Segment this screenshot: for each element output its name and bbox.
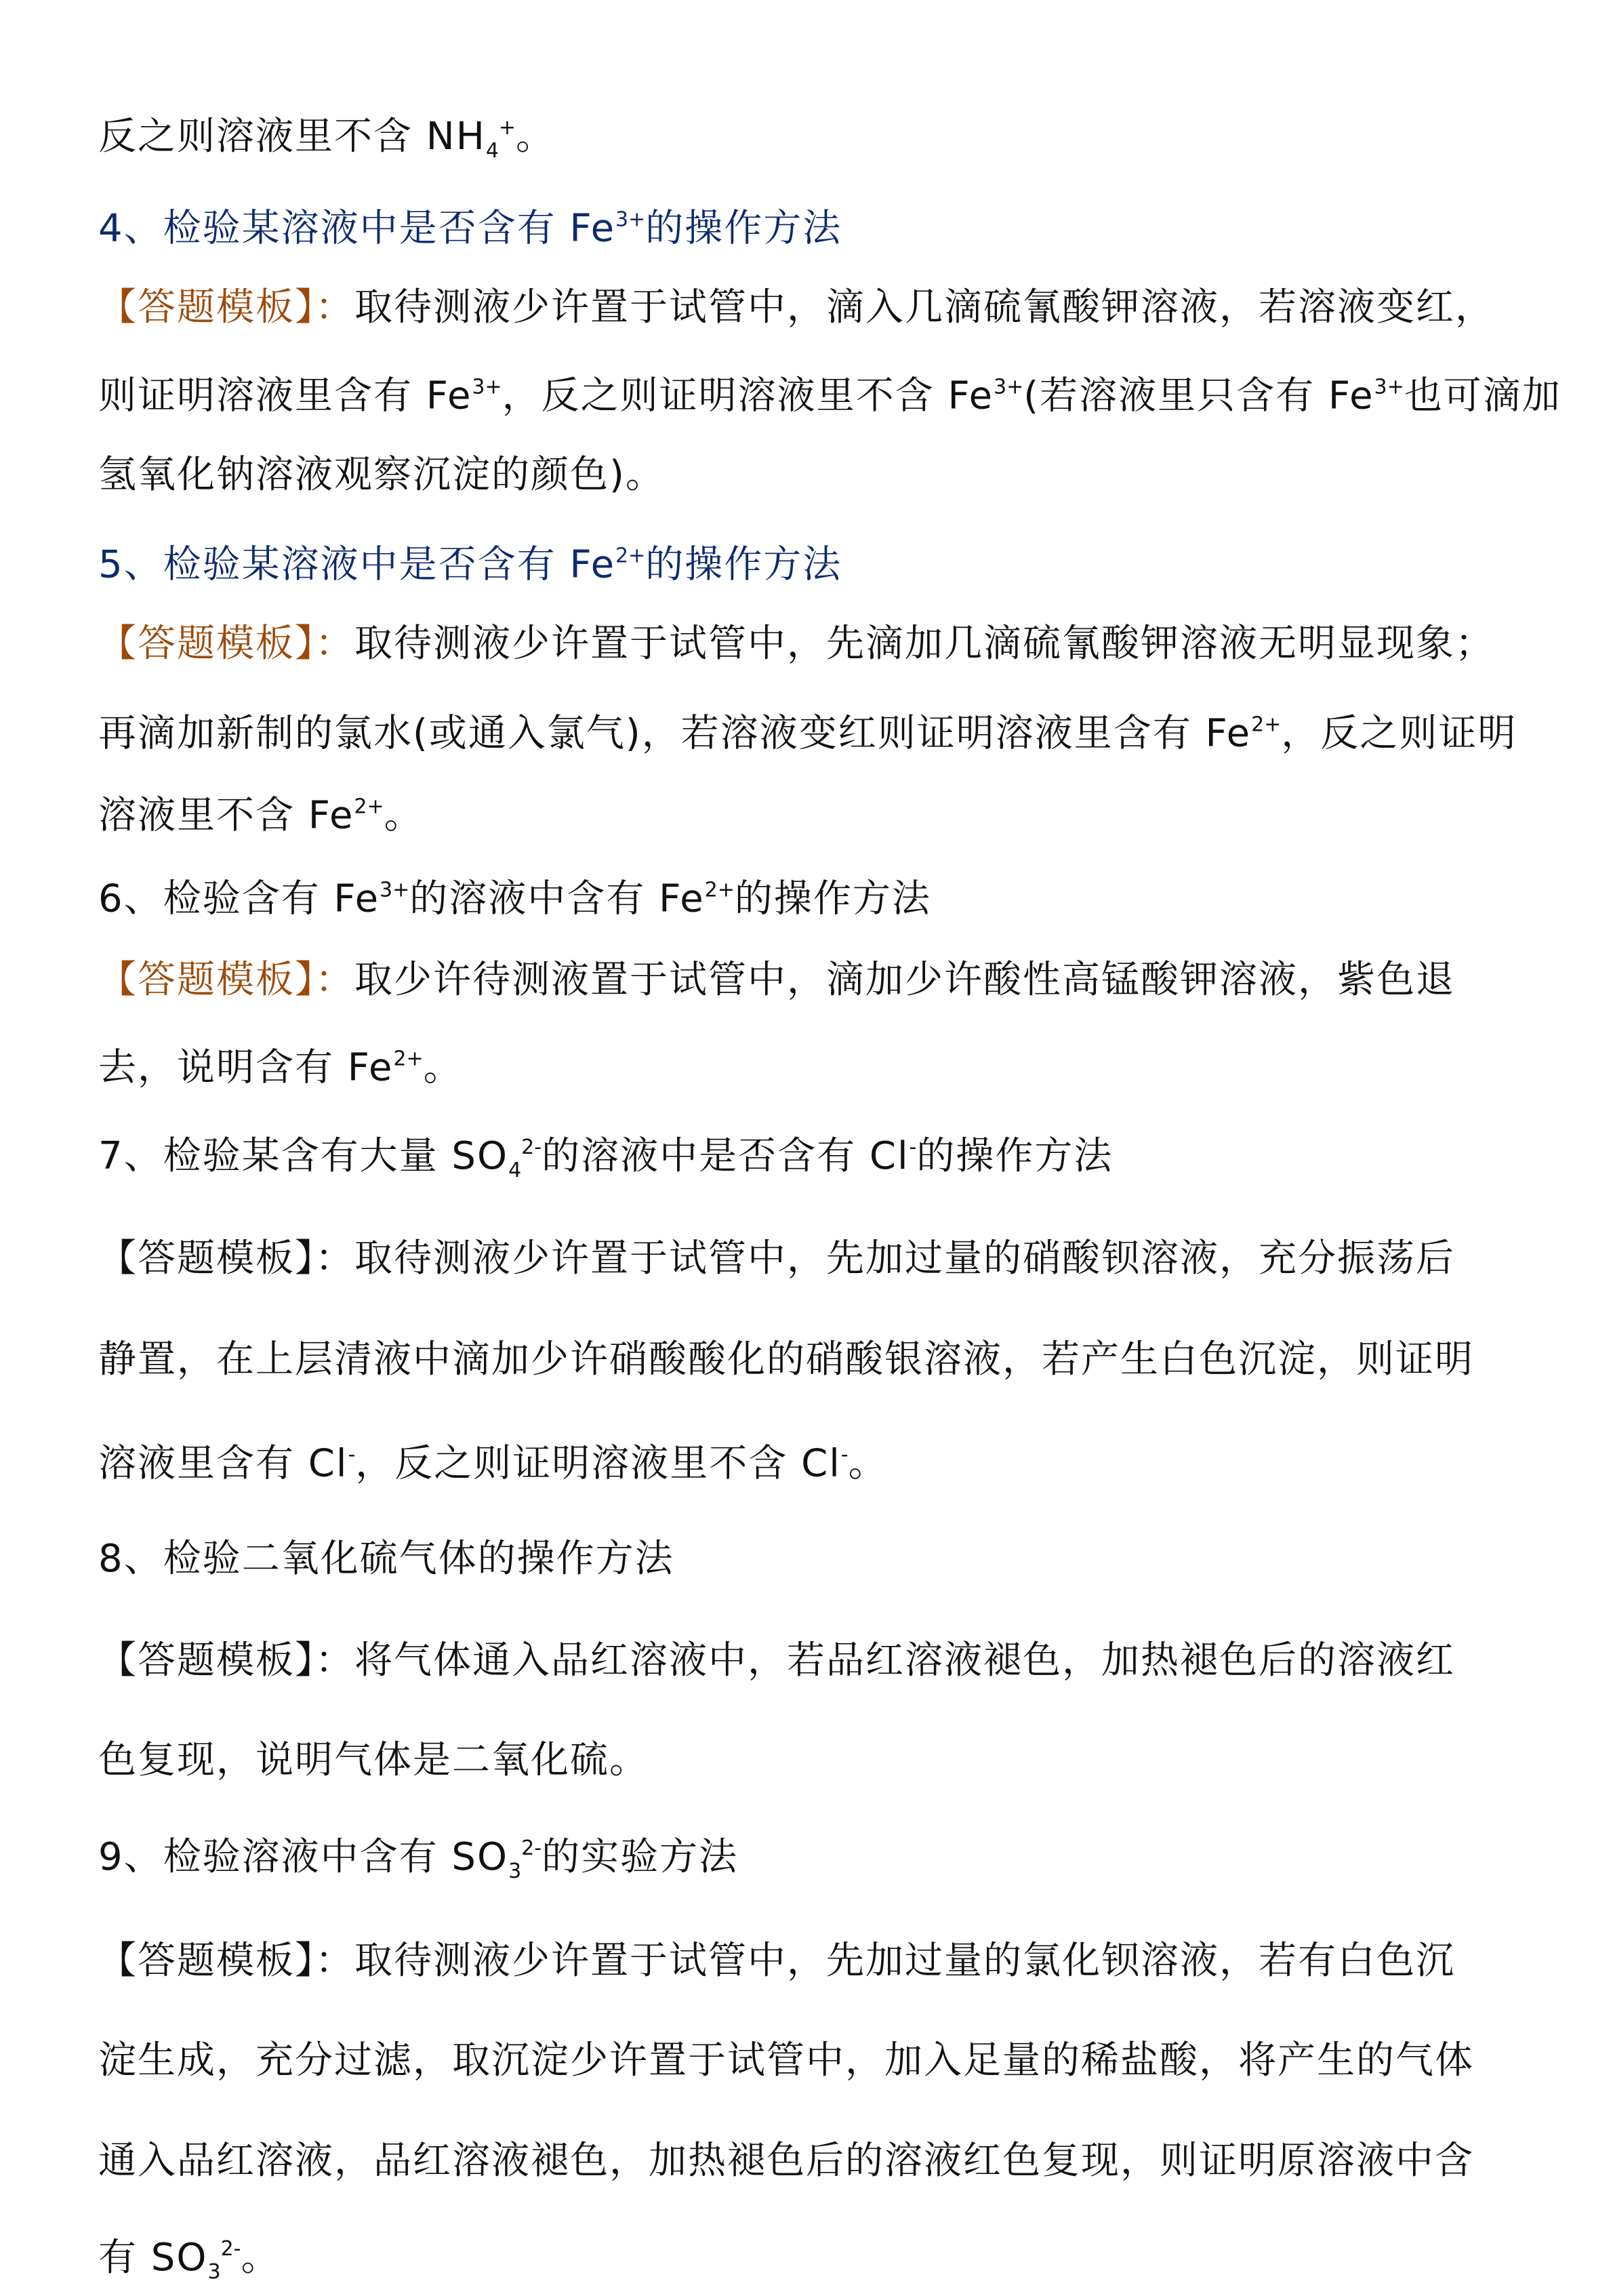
text-segment: 去，说明含有 Fe: [98, 1045, 394, 1090]
text-segment: 的操作方法: [916, 1134, 1114, 1178]
subscript: 3: [207, 2260, 221, 2284]
text-line: [98, 1737, 649, 1784]
text-segment: 7、检验某含有大量 SO: [98, 1134, 509, 1178]
text-line: [98, 1432, 888, 1488]
text-line: [98, 1036, 463, 1092]
superscript: 3+: [615, 207, 646, 232]
superscript: -: [348, 1443, 356, 1467]
text-segment: 的操作方法: [734, 877, 931, 921]
subscript: 4: [508, 1159, 522, 1182]
text-segment: ，反之则证明溶液里不含 Cl: [355, 1441, 841, 1486]
superscript: 3+: [994, 375, 1024, 399]
section-heading-text: 的操作方法: [645, 542, 842, 587]
text-line: [98, 197, 842, 253]
answer-template-tag: 【答题模板】：: [98, 285, 354, 329]
subscript: 4: [485, 139, 499, 163]
text-line: [98, 1336, 1474, 1384]
answer-template-tag: 【答题模板】：: [98, 958, 354, 1002]
text-segment: 【答题模板】：取待测液少许置于试管中，先加过量的氯化钡溶液，若有白色沉: [98, 1939, 1455, 1983]
text-line: [98, 2225, 280, 2296]
superscript: 3+: [472, 375, 502, 399]
superscript: +: [498, 116, 516, 140]
text-line: [98, 867, 931, 923]
section-heading-text: 4、检验某溶液中是否含有 Fe: [98, 206, 616, 251]
text-line: [98, 364, 1561, 420]
superscript: -: [909, 1135, 917, 1159]
subscript: 3: [508, 1859, 522, 1883]
text-line: [98, 1937, 1455, 1985]
text-segment: 9、检验溶液中含有 SO: [98, 1835, 509, 1879]
text-segment: 6、检验含有 Fe: [98, 877, 380, 921]
text-segment: 有 SO: [98, 2236, 208, 2280]
superscript: 2+: [615, 544, 646, 568]
superscript: 2-: [521, 1836, 542, 1860]
superscript: 2+: [393, 1047, 424, 1071]
text-segment: 的实验方法: [542, 1835, 739, 1879]
section-heading-text: 5、检验某溶液中是否含有 Fe: [98, 542, 616, 587]
text-line: [98, 1235, 1455, 1283]
text-segment: 取待测液少许置于试管中，先滴加几滴硫氰酸钾溶液无明显现象；: [354, 622, 1494, 666]
text-line: [98, 451, 665, 499]
text-line: [98, 620, 1494, 668]
text-line: [98, 1637, 1455, 1685]
text-segment: 8、检验二氧化硫气体的操作方法: [98, 1537, 674, 1581]
superscript: 2-: [220, 2237, 241, 2261]
text-segment: ，反之则证明溶液里不含 Fe: [502, 374, 994, 418]
superscript: 2-: [521, 1135, 542, 1159]
section-heading-text: 的操作方法: [645, 206, 842, 251]
text-segment: 则证明溶液里含有 Fe: [98, 374, 472, 418]
text-segment: 的溶液中含有 Fe: [409, 877, 705, 921]
text-line: [98, 1124, 1113, 1194]
text-line: [98, 2037, 1474, 2084]
text-segment: 的溶液中是否含有 Cl: [542, 1134, 910, 1178]
text-segment: 静置，在上层清液中滴加少许硝酸酸化的硝酸银溶液，若产生白色沉淀，则证明: [98, 1337, 1474, 1382]
text-segment: 。: [384, 793, 424, 838]
text-line: [98, 533, 842, 589]
text-line: [98, 104, 555, 175]
text-line: [98, 784, 424, 840]
superscript: 2+: [354, 794, 384, 819]
text-segment: 。: [241, 2236, 281, 2280]
text-segment: 再滴加新制的氯水(或通入氯气)，若溶液变红则证明溶液里含有 Fe: [98, 711, 1252, 756]
text-segment: 取待测液少许置于试管中，滴入几滴硫氰酸钾溶液，若溶液变红，: [354, 285, 1494, 329]
text-segment: 反之则溶液里不含 NH: [98, 115, 486, 159]
text-segment: 。: [848, 1441, 888, 1486]
text-line: [98, 2137, 1474, 2185]
text-segment: 色复现，说明气体是二氧化硫。: [98, 1738, 649, 1782]
superscript: 3+: [380, 878, 410, 902]
text-segment: 淀生成，充分过滤，取沉淀少许置于试管中，加入足量的稀盐酸，将产生的气体: [98, 2038, 1474, 2082]
answer-template-tag: 【答题模板】：: [98, 622, 354, 666]
superscript: -: [840, 1443, 849, 1467]
superscript: 2+: [1251, 712, 1282, 737]
text-segment: 。: [423, 1045, 463, 1090]
superscript: 3+: [1374, 375, 1404, 399]
text-segment: 氢氧化钠溶液观察沉淀的颜色)。: [98, 453, 665, 497]
superscript: 2+: [704, 878, 735, 902]
text-segment: 【答题模板】：取待测液少许置于试管中，先加过量的硝酸钡溶液，充分振荡后: [98, 1236, 1455, 1281]
text-segment: ，反之则证明: [1281, 711, 1517, 756]
text-line: [98, 956, 1455, 1004]
text-line: [98, 702, 1517, 758]
text-segment: 也可滴加: [1404, 374, 1561, 418]
text-line: [98, 1825, 738, 1895]
text-segment: 溶液里含有 Cl: [98, 1441, 348, 1486]
text-segment: 取少许待测液置于试管中，滴加少许酸性高锰酸钾溶液，紫色退: [354, 958, 1455, 1002]
text-segment: (若溶液里只含有 Fe: [1023, 374, 1374, 418]
text-segment: 溶液里不含 Fe: [98, 793, 354, 838]
text-segment: 。: [516, 115, 556, 159]
text-segment: 通入品红溶液，品红溶液褪色，加热褪色后的溶液红色复现，则证明原溶液中含: [98, 2139, 1474, 2183]
text-line: [98, 284, 1494, 331]
text-segment: 【答题模板】：将气体通入品红溶液中，若品红溶液褪色，加热褪色后的溶液红: [98, 1638, 1455, 1683]
text-line: [98, 1535, 674, 1583]
